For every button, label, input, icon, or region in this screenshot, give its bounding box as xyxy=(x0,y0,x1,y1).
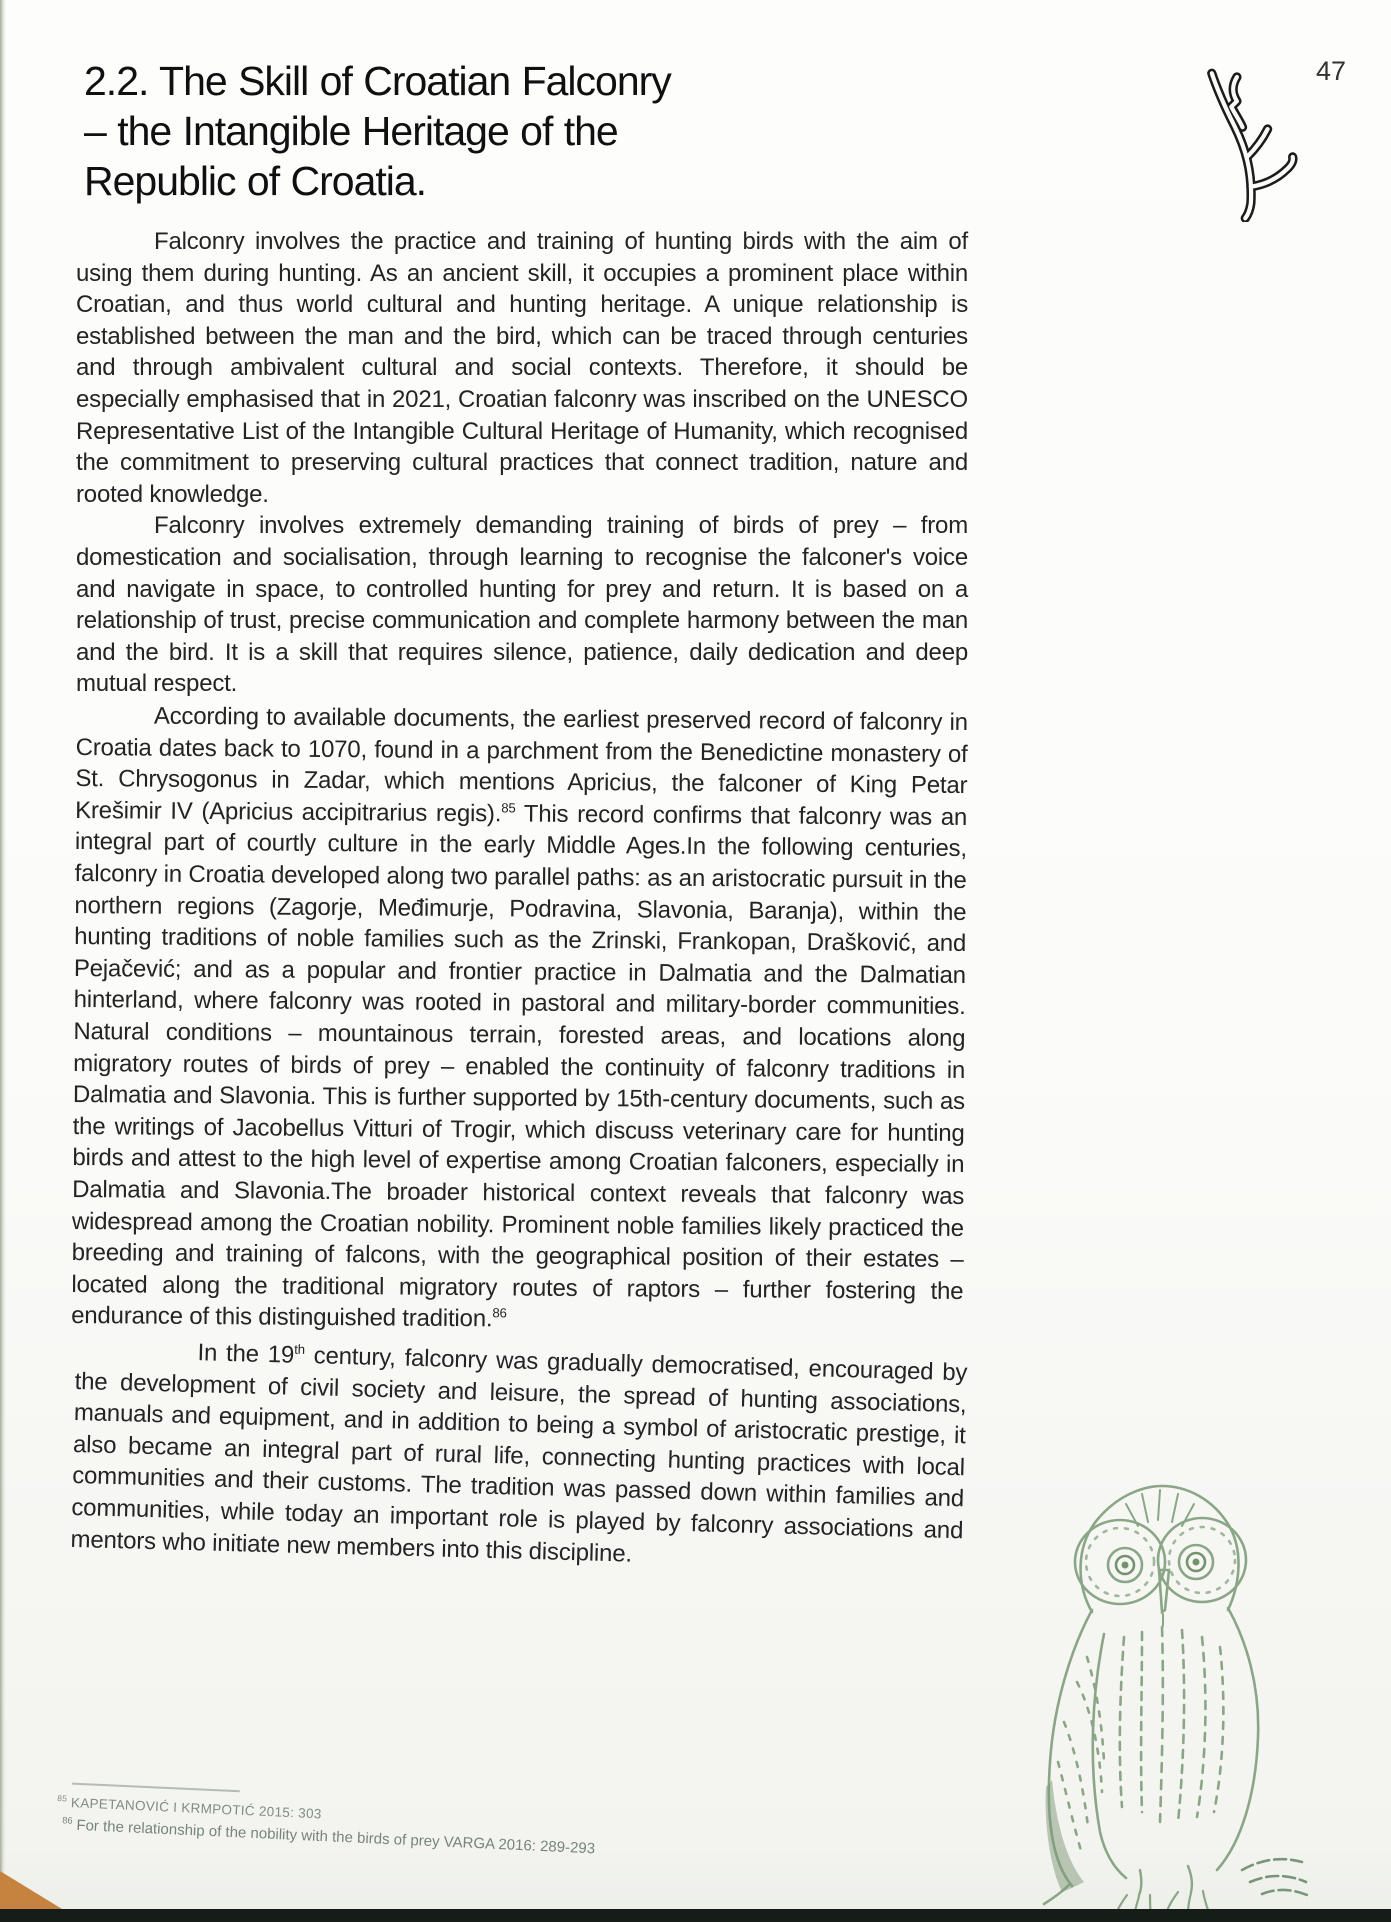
paragraph xyxy=(76,510,968,700)
page-number: 47 xyxy=(1316,56,1347,86)
footnote-divider xyxy=(72,1783,240,1793)
page-title-line: 2.2. The Skill of Croatian Falconry xyxy=(84,58,671,104)
footnote-ref-85: 85 xyxy=(501,800,516,816)
footnote-marker: 85 xyxy=(57,1792,68,1804)
photo-bottom-edge xyxy=(0,1909,1391,1922)
paragraph xyxy=(70,1334,967,1578)
owl-sketch-illustration xyxy=(992,1462,1382,1912)
footnote-text: For the relationship of the nobility with the birds of prey VARGA 2016: 289-293 xyxy=(76,1816,596,1857)
paragraph-text: In the 19 xyxy=(197,1338,295,1369)
deer-antler-icon xyxy=(1183,64,1315,222)
paragraph xyxy=(71,700,968,1339)
footnote-text: KAPETANOVIĆ I KRMPOTIĆ 2015: 303 xyxy=(70,1795,323,1822)
paragraph-text: Falconry involves extremely demanding training of birds of prey – from domestication and socialisation, through learning to recognise the falconer's voice and navigate in space, to controlled hunting for prey and return. It is based on a relationship of trust, precise communication and complete harmony between the man and the bird. It is a skill that requires silence, patience, daily dedication and deep mutual respect. xyxy=(76,512,968,698)
table-corner-wedge xyxy=(0,1871,62,1909)
page-edge-shadow xyxy=(0,0,6,1922)
paragraph-text: This record confirms that falconry was an integral part of courtly culture in the early Middle Ages.In the following centuries, falconry in Croatia developed along two parallel paths: as an aristocratic pursuit in the northern regions (Zagorje, Međimurje, Podravina, Slavonia, Baranja), within the hunting traditions of noble families such as the Zrinski, Frankopan, Drašković, and Pejačević; and as a popular and frontier practice in Dalmatia and the Dalmatian hinterland, where falconry was rooted in pastoral and military-border communities. Natural conditions – mountainous terrain, forested areas, and locations along migratory routes of birds of prey – enabled the continuity of falconry traditions in Dalmatia and Slavonia. This is further supported by 15th-century documents, such as the writings of Jacobellus Vitturi of Trogir, which discuss veterinary care for hunting birds and attest to the high level of expertise among Croatian falconers, especially in Dalmatia and Slavonia.The broader historical context reveals that falconry was widespread among the Croatian nobility. Prominent noble families likely practiced the breeding and training of falcons, with the geographical position of their estates – located along the traditional migratory routes of raptors – further fostering the endurance of this distinguished tradition. xyxy=(71,800,968,1333)
footnotes xyxy=(56,1782,818,1867)
footnote-ref-86: 86 xyxy=(492,1305,507,1321)
footnote-marker: 86 xyxy=(62,1814,73,1826)
paragraph xyxy=(76,226,968,510)
article-body xyxy=(70,226,968,1567)
paragraph-text: century, falconry was gradually democratised, encouraged by the development of civil society and leisure, the spread of hunting associations, manuals and equipment, and in addition to being a symbol of aristocratic prestige, it also became an integral part of rural life, connecting hunting practices with local communities and their customs. The tradition was passed down within families and communities, while today an important role is played by falconry associations and mentors who initiate new members into this discipline. xyxy=(70,1341,968,1567)
paragraph-text: According to available documents, the earliest preserved record of falconry in Croatia dates back to 1070, found in a parchment from the Benedictine monastery of St. Chrysogonus in Zadar, which mentions Apricius, the falconer of King Petar Krešimir IV (Apricius accipitrarius regis). xyxy=(75,702,968,828)
paragraph-text: Falconry involves the practice and training of hunting birds with the aim of using them during hunting. As an ancient skill, it occupies a prominent place within Croatian, and thus world cultural and hunting heritage. A unique relationship is established between the man and the bird, which can be traced through centuries and through ambivalent cultural and social contexts. Therefore, it should be especially emphasised that in 2021, Croatian falconry was inscribed on the UNESCO Representative List of the Intangible Cultural Heritage of Humanity, which recognised the commitment to preserving cultural practices that connect tradition, nature and rooted knowledge. xyxy=(76,228,968,508)
page-title-line: – the Intangible Heritage of the xyxy=(84,108,618,154)
ordinal-superscript: th xyxy=(294,1341,306,1357)
page-title xyxy=(84,56,671,206)
page-title-line: Republic of Croatia. xyxy=(84,158,427,204)
